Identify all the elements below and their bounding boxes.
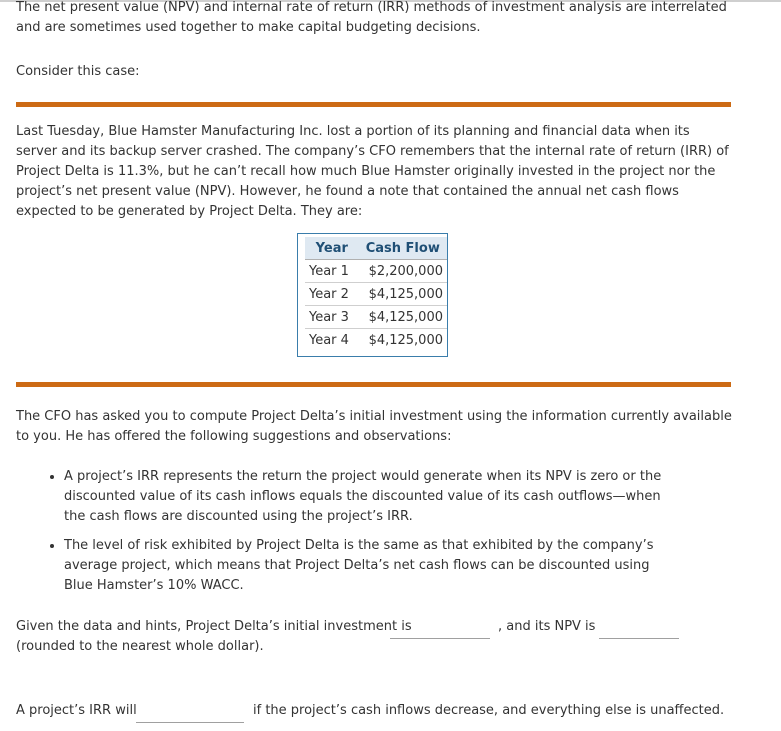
hint-item: • A project’s IRR represents the return the project would generate when its NPV is zero or the discounted value of its cash inflows equals the discounted value of its cash outflows—when the cash flows are discounted using the project’s IRR. xyxy=(64,467,674,527)
section-divider-top xyxy=(16,102,731,107)
section-divider-bottom xyxy=(16,382,731,387)
npv-dropdown[interactable] xyxy=(599,618,679,639)
cash-flow-cell: $4,125,000 xyxy=(359,306,447,329)
cash-flow-cell: $4,125,000 xyxy=(359,283,447,306)
case-paragraph: Last Tuesday, Blue Hamster Manufacturing Inc. lost a portion of its planning and financial data when its server and its backup server crashed. The company’s CFO remembers that the internal rate of return (IRR) of Project Delta is 11.3%, but he can’t recall how much Blue Hamster originally invested in the project nor the project’s net present value (NPV). However, he found a note that contained the annual net cash flows expected to be generated by Project Delta. They are: xyxy=(16,124,729,219)
column-header-year: Year xyxy=(305,237,359,260)
year-cell: Year 2 xyxy=(305,283,359,306)
year-cell: Year 1 xyxy=(305,260,359,283)
question2-prefix: A project’s IRR will xyxy=(16,703,137,718)
table-row xyxy=(305,260,447,283)
table-row xyxy=(305,329,447,352)
cfo-paragraph: The CFO has asked you to compute Project Delta’s initial investment using the information currently available to you. He has offered the following suggestions and observations: xyxy=(16,409,732,444)
consider-label: Consider this case: xyxy=(16,64,140,79)
initial-investment-dropdown[interactable] xyxy=(390,618,490,639)
question1-middle: , and its NPV is xyxy=(498,619,596,634)
table-row xyxy=(305,283,447,306)
cash-flow-cell: $4,125,000 xyxy=(368,332,443,348)
irr-change-dropdown[interactable] xyxy=(136,702,244,723)
hint-item: • The level of risk exhibited by Project Delta is the same as that exhibited by the company’s average project, which means that Project Delta’s net cash flows can be discounted using Blue Hamster’s 10% WACC. xyxy=(64,536,674,596)
hints-list xyxy=(40,467,674,605)
question1-suffix: (rounded to the nearest whole dollar). xyxy=(16,639,264,654)
table-row xyxy=(305,306,447,329)
column-header-cash-flow: Cash Flow xyxy=(359,237,447,260)
cash-flow-cell: $2,200,000 xyxy=(359,260,447,283)
cash-flow-table xyxy=(297,233,448,357)
question2-suffix: if the project’s cash inflows decrease, and everything else is unaffected. xyxy=(253,703,725,718)
question1-prefix: Given the data and hints, Project Delta’s initial investment is xyxy=(16,619,412,634)
year-cell: Year 4 xyxy=(309,332,349,348)
year-cell: Year 3 xyxy=(305,306,359,329)
intro-paragraph: The net present value (NPV) and internal rate of return (IRR) methods of investment analysis are interrelated and are sometimes used together to make capital budgeting decisions. xyxy=(16,0,727,35)
